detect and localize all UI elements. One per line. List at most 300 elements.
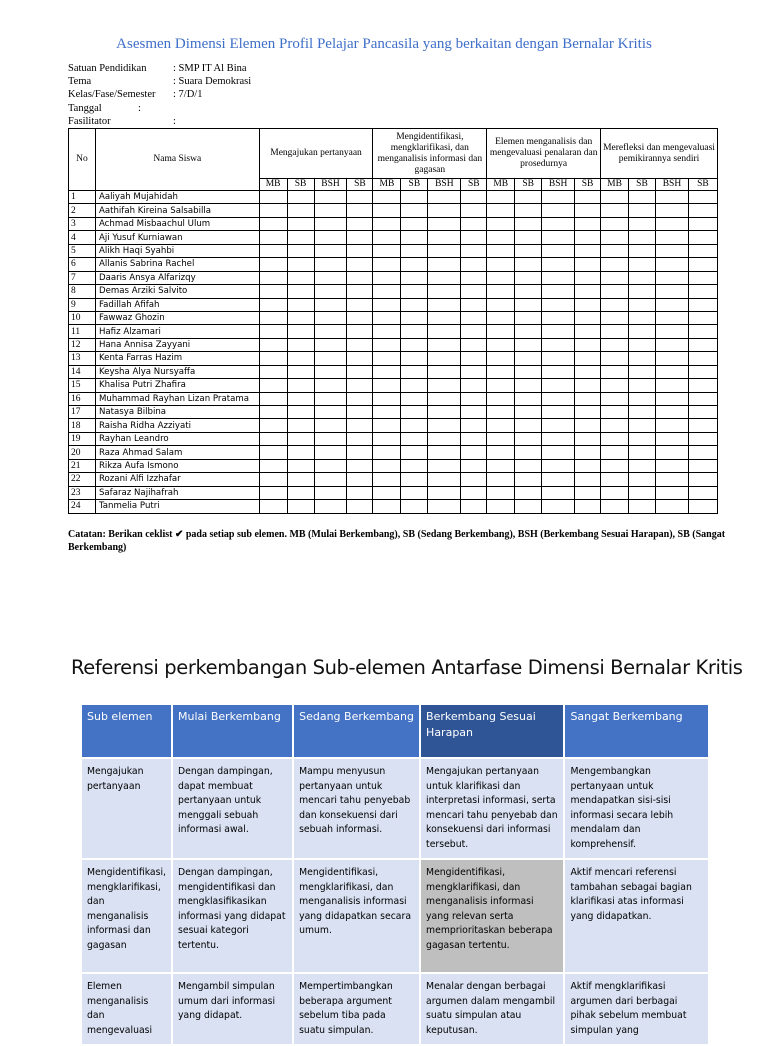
check-cell[interactable] bbox=[688, 298, 717, 311]
check-cell[interactable] bbox=[314, 191, 347, 204]
check-cell[interactable] bbox=[487, 217, 515, 230]
check-cell[interactable] bbox=[655, 244, 688, 257]
check-cell[interactable] bbox=[461, 459, 487, 472]
check-cell[interactable] bbox=[347, 446, 373, 459]
check-cell[interactable] bbox=[542, 191, 575, 204]
check-cell[interactable] bbox=[688, 338, 717, 351]
check-cell[interactable] bbox=[461, 325, 487, 338]
check-cell[interactable] bbox=[575, 352, 601, 365]
check-cell[interactable] bbox=[515, 406, 542, 419]
check-cell[interactable] bbox=[428, 379, 461, 392]
check-cell[interactable] bbox=[287, 459, 314, 472]
check-cell[interactable] bbox=[461, 446, 487, 459]
check-cell[interactable] bbox=[487, 244, 515, 257]
check-cell[interactable] bbox=[688, 392, 717, 405]
check-cell[interactable] bbox=[428, 486, 461, 499]
check-cell[interactable] bbox=[688, 432, 717, 445]
check-cell[interactable] bbox=[575, 191, 601, 204]
check-cell[interactable] bbox=[401, 432, 428, 445]
check-cell[interactable] bbox=[575, 311, 601, 324]
check-cell[interactable] bbox=[688, 459, 717, 472]
check-cell[interactable] bbox=[259, 204, 287, 217]
check-cell[interactable] bbox=[542, 285, 575, 298]
check-cell[interactable] bbox=[259, 446, 287, 459]
check-cell[interactable] bbox=[287, 311, 314, 324]
check-cell[interactable] bbox=[655, 446, 688, 459]
check-cell[interactable] bbox=[428, 271, 461, 284]
check-cell[interactable] bbox=[515, 231, 542, 244]
check-cell[interactable] bbox=[629, 352, 656, 365]
check-cell[interactable] bbox=[287, 231, 314, 244]
check-cell[interactable] bbox=[287, 298, 314, 311]
check-cell[interactable] bbox=[542, 419, 575, 432]
check-cell[interactable] bbox=[542, 298, 575, 311]
check-cell[interactable] bbox=[542, 459, 575, 472]
check-cell[interactable] bbox=[259, 231, 287, 244]
check-cell[interactable] bbox=[287, 406, 314, 419]
check-cell[interactable] bbox=[259, 379, 287, 392]
check-cell[interactable] bbox=[401, 473, 428, 486]
check-cell[interactable] bbox=[347, 392, 373, 405]
check-cell[interactable] bbox=[542, 325, 575, 338]
check-cell[interactable] bbox=[428, 338, 461, 351]
check-cell[interactable] bbox=[373, 244, 401, 257]
check-cell[interactable] bbox=[542, 204, 575, 217]
check-cell[interactable] bbox=[314, 379, 347, 392]
check-cell[interactable] bbox=[314, 365, 347, 378]
check-cell[interactable] bbox=[688, 311, 717, 324]
check-cell[interactable] bbox=[347, 258, 373, 271]
check-cell[interactable] bbox=[259, 285, 287, 298]
check-cell[interactable] bbox=[461, 191, 487, 204]
check-cell[interactable] bbox=[601, 298, 629, 311]
check-cell[interactable] bbox=[575, 325, 601, 338]
check-cell[interactable] bbox=[542, 365, 575, 378]
check-cell[interactable] bbox=[347, 432, 373, 445]
check-cell[interactable] bbox=[601, 486, 629, 499]
check-cell[interactable] bbox=[373, 379, 401, 392]
check-cell[interactable] bbox=[688, 406, 717, 419]
check-cell[interactable] bbox=[373, 231, 401, 244]
check-cell[interactable] bbox=[314, 298, 347, 311]
check-cell[interactable] bbox=[688, 191, 717, 204]
check-cell[interactable] bbox=[655, 231, 688, 244]
check-cell[interactable] bbox=[259, 500, 287, 513]
check-cell[interactable] bbox=[314, 459, 347, 472]
check-cell[interactable] bbox=[688, 217, 717, 230]
check-cell[interactable] bbox=[314, 446, 347, 459]
check-cell[interactable] bbox=[347, 338, 373, 351]
check-cell[interactable] bbox=[314, 419, 347, 432]
check-cell[interactable] bbox=[601, 406, 629, 419]
check-cell[interactable] bbox=[401, 392, 428, 405]
check-cell[interactable] bbox=[575, 285, 601, 298]
check-cell[interactable] bbox=[259, 325, 287, 338]
check-cell[interactable] bbox=[401, 231, 428, 244]
check-cell[interactable] bbox=[428, 244, 461, 257]
check-cell[interactable] bbox=[461, 406, 487, 419]
check-cell[interactable] bbox=[347, 271, 373, 284]
check-cell[interactable] bbox=[401, 325, 428, 338]
check-cell[interactable] bbox=[575, 379, 601, 392]
check-cell[interactable] bbox=[515, 352, 542, 365]
check-cell[interactable] bbox=[373, 338, 401, 351]
check-cell[interactable] bbox=[688, 285, 717, 298]
check-cell[interactable] bbox=[347, 379, 373, 392]
check-cell[interactable] bbox=[373, 459, 401, 472]
check-cell[interactable] bbox=[601, 285, 629, 298]
check-cell[interactable] bbox=[401, 285, 428, 298]
check-cell[interactable] bbox=[601, 338, 629, 351]
check-cell[interactable] bbox=[401, 298, 428, 311]
check-cell[interactable] bbox=[487, 311, 515, 324]
check-cell[interactable] bbox=[601, 325, 629, 338]
check-cell[interactable] bbox=[314, 338, 347, 351]
check-cell[interactable] bbox=[347, 244, 373, 257]
check-cell[interactable] bbox=[601, 244, 629, 257]
check-cell[interactable] bbox=[373, 419, 401, 432]
check-cell[interactable] bbox=[259, 473, 287, 486]
check-cell[interactable] bbox=[542, 311, 575, 324]
check-cell[interactable] bbox=[461, 231, 487, 244]
check-cell[interactable] bbox=[259, 486, 287, 499]
check-cell[interactable] bbox=[314, 217, 347, 230]
check-cell[interactable] bbox=[688, 204, 717, 217]
check-cell[interactable] bbox=[542, 271, 575, 284]
check-cell[interactable] bbox=[629, 231, 656, 244]
check-cell[interactable] bbox=[347, 352, 373, 365]
check-cell[interactable] bbox=[487, 298, 515, 311]
check-cell[interactable] bbox=[688, 244, 717, 257]
check-cell[interactable] bbox=[401, 204, 428, 217]
check-cell[interactable] bbox=[655, 298, 688, 311]
check-cell[interactable] bbox=[347, 406, 373, 419]
check-cell[interactable] bbox=[401, 352, 428, 365]
check-cell[interactable] bbox=[347, 217, 373, 230]
check-cell[interactable] bbox=[601, 271, 629, 284]
check-cell[interactable] bbox=[575, 231, 601, 244]
check-cell[interactable] bbox=[688, 365, 717, 378]
check-cell[interactable] bbox=[287, 191, 314, 204]
check-cell[interactable] bbox=[287, 446, 314, 459]
check-cell[interactable] bbox=[347, 204, 373, 217]
check-cell[interactable] bbox=[655, 325, 688, 338]
check-cell[interactable] bbox=[287, 258, 314, 271]
check-cell[interactable] bbox=[542, 486, 575, 499]
check-cell[interactable] bbox=[688, 325, 717, 338]
check-cell[interactable] bbox=[542, 392, 575, 405]
check-cell[interactable] bbox=[515, 486, 542, 499]
check-cell[interactable] bbox=[401, 217, 428, 230]
check-cell[interactable] bbox=[428, 258, 461, 271]
check-cell[interactable] bbox=[487, 486, 515, 499]
check-cell[interactable] bbox=[629, 271, 656, 284]
check-cell[interactable] bbox=[629, 204, 656, 217]
check-cell[interactable] bbox=[655, 500, 688, 513]
check-cell[interactable] bbox=[542, 338, 575, 351]
check-cell[interactable] bbox=[401, 406, 428, 419]
check-cell[interactable] bbox=[655, 204, 688, 217]
check-cell[interactable] bbox=[487, 392, 515, 405]
check-cell[interactable] bbox=[401, 244, 428, 257]
check-cell[interactable] bbox=[629, 285, 656, 298]
check-cell[interactable] bbox=[515, 392, 542, 405]
check-cell[interactable] bbox=[629, 365, 656, 378]
check-cell[interactable] bbox=[428, 392, 461, 405]
check-cell[interactable] bbox=[629, 298, 656, 311]
check-cell[interactable] bbox=[515, 311, 542, 324]
check-cell[interactable] bbox=[601, 392, 629, 405]
check-cell[interactable] bbox=[401, 258, 428, 271]
check-cell[interactable] bbox=[629, 419, 656, 432]
check-cell[interactable] bbox=[373, 191, 401, 204]
check-cell[interactable] bbox=[428, 432, 461, 445]
check-cell[interactable] bbox=[401, 379, 428, 392]
check-cell[interactable] bbox=[314, 204, 347, 217]
check-cell[interactable] bbox=[655, 352, 688, 365]
check-cell[interactable] bbox=[347, 459, 373, 472]
check-cell[interactable] bbox=[428, 325, 461, 338]
check-cell[interactable] bbox=[487, 365, 515, 378]
check-cell[interactable] bbox=[287, 325, 314, 338]
check-cell[interactable] bbox=[259, 392, 287, 405]
check-cell[interactable] bbox=[461, 392, 487, 405]
check-cell[interactable] bbox=[575, 365, 601, 378]
check-cell[interactable] bbox=[487, 406, 515, 419]
check-cell[interactable] bbox=[515, 459, 542, 472]
check-cell[interactable] bbox=[461, 473, 487, 486]
check-cell[interactable] bbox=[655, 459, 688, 472]
check-cell[interactable] bbox=[575, 406, 601, 419]
check-cell[interactable] bbox=[601, 191, 629, 204]
check-cell[interactable] bbox=[314, 473, 347, 486]
check-cell[interactable] bbox=[373, 258, 401, 271]
check-cell[interactable] bbox=[575, 258, 601, 271]
check-cell[interactable] bbox=[401, 271, 428, 284]
check-cell[interactable] bbox=[487, 473, 515, 486]
check-cell[interactable] bbox=[515, 432, 542, 445]
check-cell[interactable] bbox=[347, 325, 373, 338]
check-cell[interactable] bbox=[373, 285, 401, 298]
check-cell[interactable] bbox=[347, 419, 373, 432]
check-cell[interactable] bbox=[601, 446, 629, 459]
check-cell[interactable] bbox=[287, 392, 314, 405]
check-cell[interactable] bbox=[314, 244, 347, 257]
check-cell[interactable] bbox=[461, 379, 487, 392]
check-cell[interactable] bbox=[428, 285, 461, 298]
check-cell[interactable] bbox=[461, 365, 487, 378]
check-cell[interactable] bbox=[259, 419, 287, 432]
check-cell[interactable] bbox=[542, 473, 575, 486]
check-cell[interactable] bbox=[575, 486, 601, 499]
check-cell[interactable] bbox=[428, 459, 461, 472]
check-cell[interactable] bbox=[428, 191, 461, 204]
check-cell[interactable] bbox=[287, 352, 314, 365]
check-cell[interactable] bbox=[515, 365, 542, 378]
check-cell[interactable] bbox=[287, 432, 314, 445]
check-cell[interactable] bbox=[487, 419, 515, 432]
check-cell[interactable] bbox=[655, 432, 688, 445]
check-cell[interactable] bbox=[428, 419, 461, 432]
check-cell[interactable] bbox=[601, 419, 629, 432]
check-cell[interactable] bbox=[487, 204, 515, 217]
check-cell[interactable] bbox=[314, 231, 347, 244]
check-cell[interactable] bbox=[314, 311, 347, 324]
check-cell[interactable] bbox=[487, 338, 515, 351]
check-cell[interactable] bbox=[461, 338, 487, 351]
check-cell[interactable] bbox=[601, 459, 629, 472]
check-cell[interactable] bbox=[629, 432, 656, 445]
check-cell[interactable] bbox=[259, 271, 287, 284]
check-cell[interactable] bbox=[314, 352, 347, 365]
check-cell[interactable] bbox=[314, 285, 347, 298]
check-cell[interactable] bbox=[515, 258, 542, 271]
check-cell[interactable] bbox=[287, 419, 314, 432]
check-cell[interactable] bbox=[542, 406, 575, 419]
check-cell[interactable] bbox=[542, 500, 575, 513]
check-cell[interactable] bbox=[461, 432, 487, 445]
check-cell[interactable] bbox=[287, 285, 314, 298]
check-cell[interactable] bbox=[401, 365, 428, 378]
check-cell[interactable] bbox=[601, 217, 629, 230]
check-cell[interactable] bbox=[259, 352, 287, 365]
check-cell[interactable] bbox=[347, 500, 373, 513]
check-cell[interactable] bbox=[487, 379, 515, 392]
check-cell[interactable] bbox=[688, 473, 717, 486]
check-cell[interactable] bbox=[629, 473, 656, 486]
check-cell[interactable] bbox=[629, 500, 656, 513]
check-cell[interactable] bbox=[575, 244, 601, 257]
check-cell[interactable] bbox=[575, 432, 601, 445]
check-cell[interactable] bbox=[401, 500, 428, 513]
check-cell[interactable] bbox=[373, 298, 401, 311]
check-cell[interactable] bbox=[428, 446, 461, 459]
check-cell[interactable] bbox=[688, 486, 717, 499]
check-cell[interactable] bbox=[515, 500, 542, 513]
check-cell[interactable] bbox=[629, 191, 656, 204]
check-cell[interactable] bbox=[401, 311, 428, 324]
check-cell[interactable] bbox=[461, 204, 487, 217]
check-cell[interactable] bbox=[401, 419, 428, 432]
check-cell[interactable] bbox=[347, 473, 373, 486]
check-cell[interactable] bbox=[515, 244, 542, 257]
check-cell[interactable] bbox=[373, 406, 401, 419]
check-cell[interactable] bbox=[515, 325, 542, 338]
check-cell[interactable] bbox=[601, 432, 629, 445]
check-cell[interactable] bbox=[259, 406, 287, 419]
check-cell[interactable] bbox=[601, 473, 629, 486]
check-cell[interactable] bbox=[629, 244, 656, 257]
check-cell[interactable] bbox=[575, 204, 601, 217]
check-cell[interactable] bbox=[655, 217, 688, 230]
check-cell[interactable] bbox=[347, 231, 373, 244]
check-cell[interactable] bbox=[542, 432, 575, 445]
check-cell[interactable] bbox=[688, 446, 717, 459]
check-cell[interactable] bbox=[575, 419, 601, 432]
check-cell[interactable] bbox=[655, 258, 688, 271]
check-cell[interactable] bbox=[515, 446, 542, 459]
check-cell[interactable] bbox=[401, 459, 428, 472]
check-cell[interactable] bbox=[629, 486, 656, 499]
check-cell[interactable] bbox=[259, 258, 287, 271]
check-cell[interactable] bbox=[428, 298, 461, 311]
check-cell[interactable] bbox=[314, 392, 347, 405]
check-cell[interactable] bbox=[401, 486, 428, 499]
check-cell[interactable] bbox=[515, 379, 542, 392]
check-cell[interactable] bbox=[601, 204, 629, 217]
check-cell[interactable] bbox=[314, 406, 347, 419]
check-cell[interactable] bbox=[655, 419, 688, 432]
check-cell[interactable] bbox=[487, 325, 515, 338]
check-cell[interactable] bbox=[629, 217, 656, 230]
check-cell[interactable] bbox=[515, 338, 542, 351]
check-cell[interactable] bbox=[428, 500, 461, 513]
check-cell[interactable] bbox=[655, 473, 688, 486]
check-cell[interactable] bbox=[287, 244, 314, 257]
check-cell[interactable] bbox=[373, 311, 401, 324]
check-cell[interactable] bbox=[575, 298, 601, 311]
check-cell[interactable] bbox=[373, 392, 401, 405]
check-cell[interactable] bbox=[373, 204, 401, 217]
check-cell[interactable] bbox=[287, 204, 314, 217]
check-cell[interactable] bbox=[401, 338, 428, 351]
check-cell[interactable] bbox=[487, 459, 515, 472]
check-cell[interactable] bbox=[347, 191, 373, 204]
check-cell[interactable] bbox=[373, 486, 401, 499]
check-cell[interactable] bbox=[461, 500, 487, 513]
check-cell[interactable] bbox=[287, 271, 314, 284]
check-cell[interactable] bbox=[688, 500, 717, 513]
check-cell[interactable] bbox=[287, 338, 314, 351]
check-cell[interactable] bbox=[655, 191, 688, 204]
check-cell[interactable] bbox=[688, 419, 717, 432]
check-cell[interactable] bbox=[461, 285, 487, 298]
check-cell[interactable] bbox=[575, 446, 601, 459]
check-cell[interactable] bbox=[629, 379, 656, 392]
check-cell[interactable] bbox=[287, 473, 314, 486]
check-cell[interactable] bbox=[259, 365, 287, 378]
check-cell[interactable] bbox=[515, 191, 542, 204]
check-cell[interactable] bbox=[287, 365, 314, 378]
check-cell[interactable] bbox=[373, 352, 401, 365]
check-cell[interactable] bbox=[461, 298, 487, 311]
check-cell[interactable] bbox=[575, 500, 601, 513]
check-cell[interactable] bbox=[373, 217, 401, 230]
check-cell[interactable] bbox=[461, 419, 487, 432]
check-cell[interactable] bbox=[629, 459, 656, 472]
check-cell[interactable] bbox=[487, 352, 515, 365]
check-cell[interactable] bbox=[542, 217, 575, 230]
check-cell[interactable] bbox=[461, 352, 487, 365]
check-cell[interactable] bbox=[515, 298, 542, 311]
check-cell[interactable] bbox=[542, 379, 575, 392]
check-cell[interactable] bbox=[487, 500, 515, 513]
check-cell[interactable] bbox=[542, 446, 575, 459]
check-cell[interactable] bbox=[428, 352, 461, 365]
check-cell[interactable] bbox=[487, 446, 515, 459]
check-cell[interactable] bbox=[655, 379, 688, 392]
check-cell[interactable] bbox=[259, 191, 287, 204]
check-cell[interactable] bbox=[688, 258, 717, 271]
check-cell[interactable] bbox=[314, 325, 347, 338]
check-cell[interactable] bbox=[629, 258, 656, 271]
check-cell[interactable] bbox=[575, 459, 601, 472]
check-cell[interactable] bbox=[373, 365, 401, 378]
check-cell[interactable] bbox=[515, 217, 542, 230]
check-cell[interactable] bbox=[487, 271, 515, 284]
check-cell[interactable] bbox=[287, 486, 314, 499]
check-cell[interactable] bbox=[629, 406, 656, 419]
